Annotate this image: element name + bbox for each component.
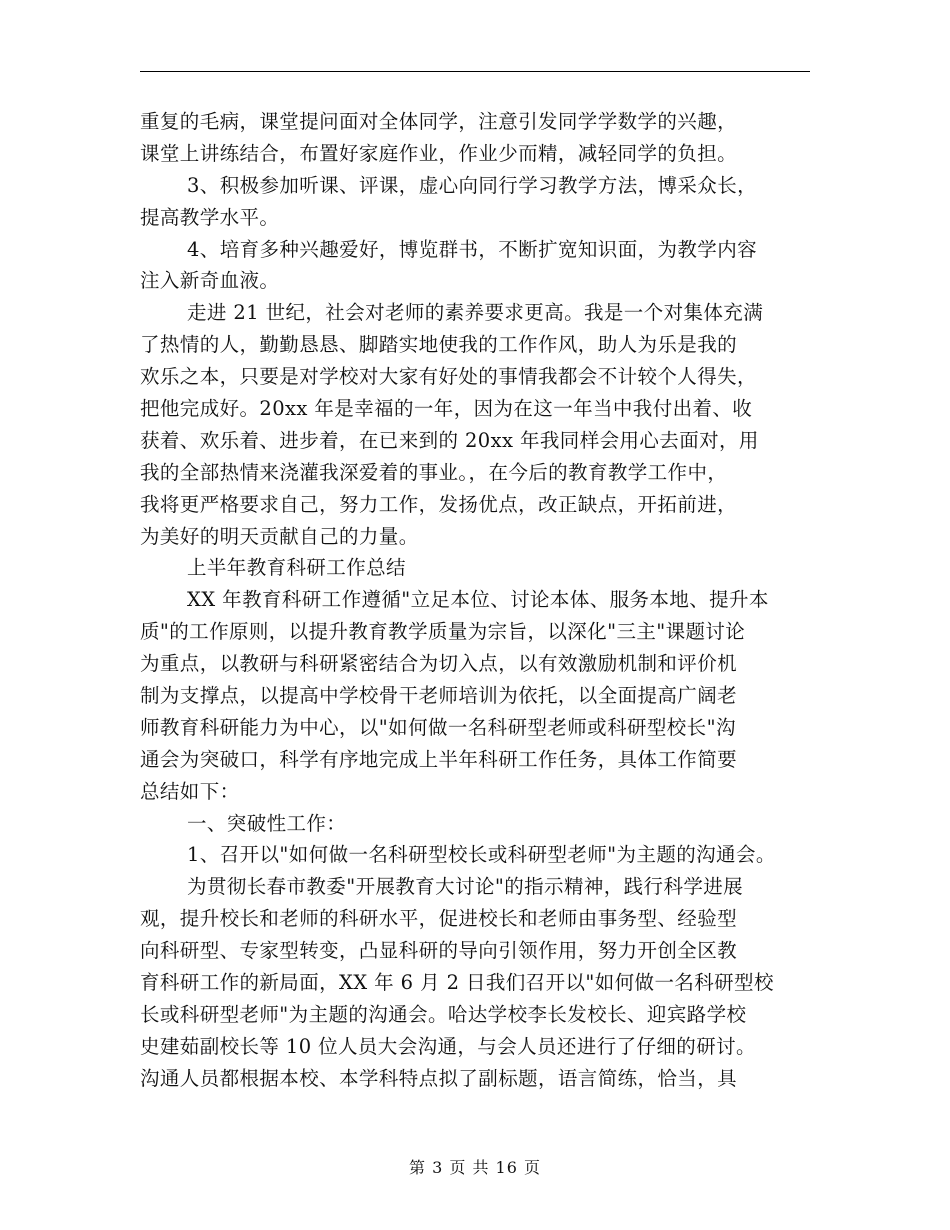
text-line: 欢乐之本，只要是对学校对大家有好处的事情我都会不计较个人得失， xyxy=(140,365,757,389)
text-line: 注入新奇血液。 xyxy=(140,269,280,293)
text-line: XX 年教育科研工作遵循"立足本位、讨论本体、服务本地、提升本 xyxy=(187,588,769,612)
text-line: 3、积极参加听课、评课，虚心向同行学习教学方法，博采众长， xyxy=(187,173,758,197)
text-line: 了热情的人，勤勤恳恳、脚踏实地使我的工作作风，助人为乐是我的 xyxy=(140,333,738,357)
text-line: 向科研型、专家型转变，凸显科研的导向引领作用，努力开创全区教 xyxy=(140,939,738,963)
text-line: 沟通人员都根据本校、本学科特点拟了副标题，语言简练，恰当，具 xyxy=(140,1066,738,1090)
text-line: 走进 21 世纪，社会对老师的素养要求更高。我是一个对集体充满 xyxy=(187,301,764,325)
text-line: 通会为突破口，科学有序地完成上半年科研工作任务，具体工作简要 xyxy=(140,747,738,771)
text-line: 史建茹副校长等 10 位人员大会沟通，与会人员还进行了仔细的研讨。 xyxy=(140,1034,756,1058)
text-line: 长或科研型老师"为主题的沟通会。哈达学校李长发校长、迎宾路学校 xyxy=(140,1002,747,1026)
text-line: 制为支撑点，以提高中学校骨干老师培训为依托，以全面提高广阔老 xyxy=(140,684,738,708)
text-line: 1、召开以"如何做一名科研型校长或科研型老师"为主题的沟通会。 xyxy=(187,843,776,867)
text-line: 质"的工作原则，以提升教育教学质量为宗旨，以深化"三主"课题讨论 xyxy=(140,620,746,644)
text-line: 师教育科研能力为中心，以"如何做一名科研型老师或科研型校长"沟 xyxy=(140,715,736,739)
text-line: 一、突破性工作： xyxy=(187,811,347,835)
text-line: 提高教学水平。 xyxy=(140,205,280,229)
header-rule xyxy=(140,71,810,72)
page-footer: 第 3 页 共 16 页 xyxy=(409,1158,541,1177)
text-line: 把他完成好。20xx 年是幸福的一年，因为在这一年当中我付出着、收 xyxy=(140,397,753,421)
text-line: 总结如下： xyxy=(140,779,240,803)
text-line: 我的全部热情来浇灌我深爱着的事业。，在今后的教育教学工作中， xyxy=(140,460,728,484)
text-line: 我将更严格要求自己，努力工作，发扬优点，改正缺点，开拓前进， xyxy=(140,492,738,516)
document-body xyxy=(140,106,840,1095)
text-line: 4、培育多种兴趣爱好，博览群书，不断扩宽知识面，为教学内容 xyxy=(187,237,758,261)
text-line: 为美好的明天贡献自己的力量。 xyxy=(140,524,419,548)
text-line: 为重点，以教研与科研紧密结合为切入点，以有效激励机制和评价机 xyxy=(140,652,738,676)
text-line: 上半年教育科研工作总结 xyxy=(187,556,406,580)
text-line: 为贯彻长春市教委"开展教育大讨论"的指示精神，践行科学进展 xyxy=(187,875,744,899)
text-line: 获着、欢乐着、进步着，在已来到的 20xx 年我同样会用心去面对，用 xyxy=(140,428,759,452)
text-line: 观，提升校长和老师的科研水平，促进校长和老师由事务型、经验型 xyxy=(140,907,738,931)
text-line: 育科研工作的新局面，XX 年 6 月 2 日我们召开以"如何做一名科研型校 xyxy=(140,971,774,995)
text-line: 重复的毛病，课堂提问面对全体同学，注意引发同学学数学的兴趣， xyxy=(140,110,738,133)
text-line: 课堂上讲练结合，布置好家庭作业，作业少而精，减轻同学的负担。 xyxy=(140,141,738,165)
